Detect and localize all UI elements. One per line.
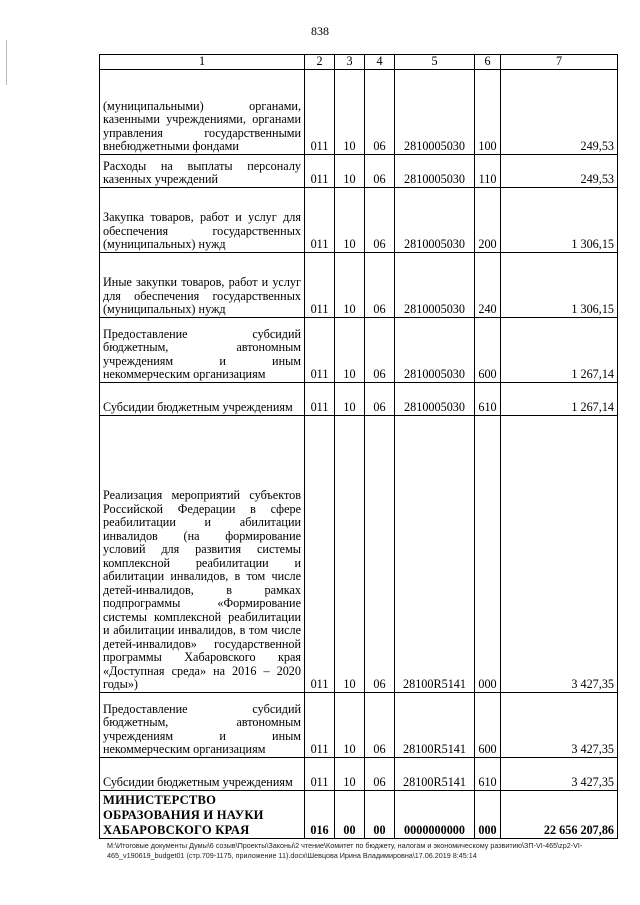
cell-expense-type: 000: [475, 415, 501, 692]
cell-target-item: 2810005030: [395, 252, 475, 317]
table-row: [100, 154, 618, 187]
cell-target-item: 2810005030: [395, 154, 475, 187]
cell-ministry-code: 016: [305, 790, 335, 838]
table-row: [100, 757, 618, 790]
cell-expense-type: 240: [475, 252, 501, 317]
cell-amount: 3 427,35: [501, 415, 618, 692]
table-row: [100, 382, 618, 415]
cell-ministry-code: 011: [305, 252, 335, 317]
cell-subsection: 06: [365, 252, 395, 317]
cell-section: 10: [335, 252, 365, 317]
cell-ministry-code: 011: [305, 382, 335, 415]
row-name: Предоставление субсидий бюджетным, автономным учреждениям и иным некоммерческим организациям: [100, 317, 305, 382]
cell-section: 10: [335, 154, 365, 187]
header-cell: 3: [335, 55, 365, 70]
row-name: Иные закупки товаров, работ и услуг для обеспечения государственных (муниципальных) нужд: [100, 252, 305, 317]
row-name: Субсидии бюджетным учреждениям: [100, 757, 305, 790]
table-row: [100, 252, 618, 317]
cell-expense-type: 110: [475, 154, 501, 187]
table-row: [100, 692, 618, 757]
budget-table: [99, 54, 618, 839]
cell-target-item: 2810005030: [395, 69, 475, 154]
table-row: [100, 187, 618, 252]
cell-section: 10: [335, 382, 365, 415]
row-name: Закупка товаров, работ и услуг для обеспечения государственных (муниципальных) нужд: [100, 187, 305, 252]
table-row: [100, 69, 618, 154]
header-cell: 2: [305, 55, 335, 70]
header-cell: 1: [100, 55, 305, 70]
cell-section: 10: [335, 69, 365, 154]
cell-subsection: 06: [365, 757, 395, 790]
cell-expense-type: 600: [475, 692, 501, 757]
margin-line: [6, 40, 7, 85]
cell-subsection: 00: [365, 790, 395, 838]
cell-amount: 249,53: [501, 154, 618, 187]
cell-ministry-code: 011: [305, 187, 335, 252]
cell-amount: 1 306,15: [501, 252, 618, 317]
cell-subsection: 06: [365, 317, 395, 382]
cell-subsection: 06: [365, 382, 395, 415]
cell-target-item: 28100R5141: [395, 692, 475, 757]
cell-ministry-code: 011: [305, 415, 335, 692]
table-row: [100, 317, 618, 382]
page-number: 838: [311, 24, 329, 38]
cell-target-item: 2810005030: [395, 187, 475, 252]
header-cell: 5: [395, 55, 475, 70]
cell-subsection: 06: [365, 154, 395, 187]
cell-expense-type: 610: [475, 382, 501, 415]
cell-subsection: 06: [365, 692, 395, 757]
row-name: Субсидии бюджетным учреждениям: [100, 382, 305, 415]
cell-expense-type: 100: [475, 69, 501, 154]
cell-expense-type: 200: [475, 187, 501, 252]
cell-section: 10: [335, 317, 365, 382]
cell-ministry-code: 011: [305, 317, 335, 382]
cell-target-item: 28100R5141: [395, 757, 475, 790]
cell-section: 10: [335, 757, 365, 790]
row-name: Предоставление субсидий бюджетным, автономным учреждениям и иным некоммерческим организациям: [100, 692, 305, 757]
header-cell: 4: [365, 55, 395, 70]
cell-amount: 249,53: [501, 69, 618, 154]
cell-expense-type: 610: [475, 757, 501, 790]
row-name: Реализация мероприятий субъектов Российской Федерации в сфере реабилитации и абилитации инвалидов (на формирование условий для развития системы комплексной реабилитации и абилитации инвалидов, в том числе детей-инвалидов, в рамках подпрограммы «Формирование системы комплексной реабилитации и абилитации инвалидов, в том числе детей-инвалидов» государственной программы Хабаровского края «Доступная среда» на 2016 – 2020 годы»): [100, 415, 305, 692]
cell-amount: 1 267,14: [501, 317, 618, 382]
cell-target-item: 0000000000: [395, 790, 475, 838]
document-path-footer: M:\Итоговые документы Думы\6 созыв\Проекты\Законы\2 чтение\Комитет по бюджету, налогам и экономическому развитию\ЗП-VI-465\zp2-VI-465_v190619_budget01 (стр.709-1175, приложение 11).docx\Шевцова Ирина Владимировна\17.06.2019 8:45:14: [107, 841, 583, 860]
cell-expense-type: 000: [475, 790, 501, 838]
cell-amount: 3 427,35: [501, 692, 618, 757]
cell-subsection: 06: [365, 415, 395, 692]
cell-amount: 22 656 207,86: [501, 790, 618, 838]
cell-target-item: 28100R5141: [395, 415, 475, 692]
total-row: [100, 790, 618, 838]
header-cell: 7: [501, 55, 618, 70]
table-row: [100, 415, 618, 692]
cell-subsection: 06: [365, 187, 395, 252]
ministry-title: МИНИСТЕРСТВО ОБРАЗОВАНИЯ И НАУКИ ХАБАРОВСКОГО КРАЯ: [100, 790, 305, 838]
row-name: Расходы на выплаты персоналу казенных учреждений: [100, 154, 305, 187]
cell-target-item: 2810005030: [395, 382, 475, 415]
cell-amount: 3 427,35: [501, 757, 618, 790]
cell-subsection: 06: [365, 69, 395, 154]
cell-ministry-code: 011: [305, 154, 335, 187]
cell-section: 10: [335, 692, 365, 757]
header-row: [100, 55, 618, 70]
cell-ministry-code: 011: [305, 69, 335, 154]
header-cell: 6: [475, 55, 501, 70]
cell-amount: 1 267,14: [501, 382, 618, 415]
cell-ministry-code: 011: [305, 692, 335, 757]
cell-section: 10: [335, 187, 365, 252]
row-name: (муниципальными) органами, казенными учреждениями, органами управления государственными внебюджетными фондами: [100, 69, 305, 154]
cell-target-item: 2810005030: [395, 317, 475, 382]
cell-expense-type: 600: [475, 317, 501, 382]
cell-ministry-code: 011: [305, 757, 335, 790]
cell-section: 10: [335, 415, 365, 692]
cell-section: 00: [335, 790, 365, 838]
cell-amount: 1 306,15: [501, 187, 618, 252]
